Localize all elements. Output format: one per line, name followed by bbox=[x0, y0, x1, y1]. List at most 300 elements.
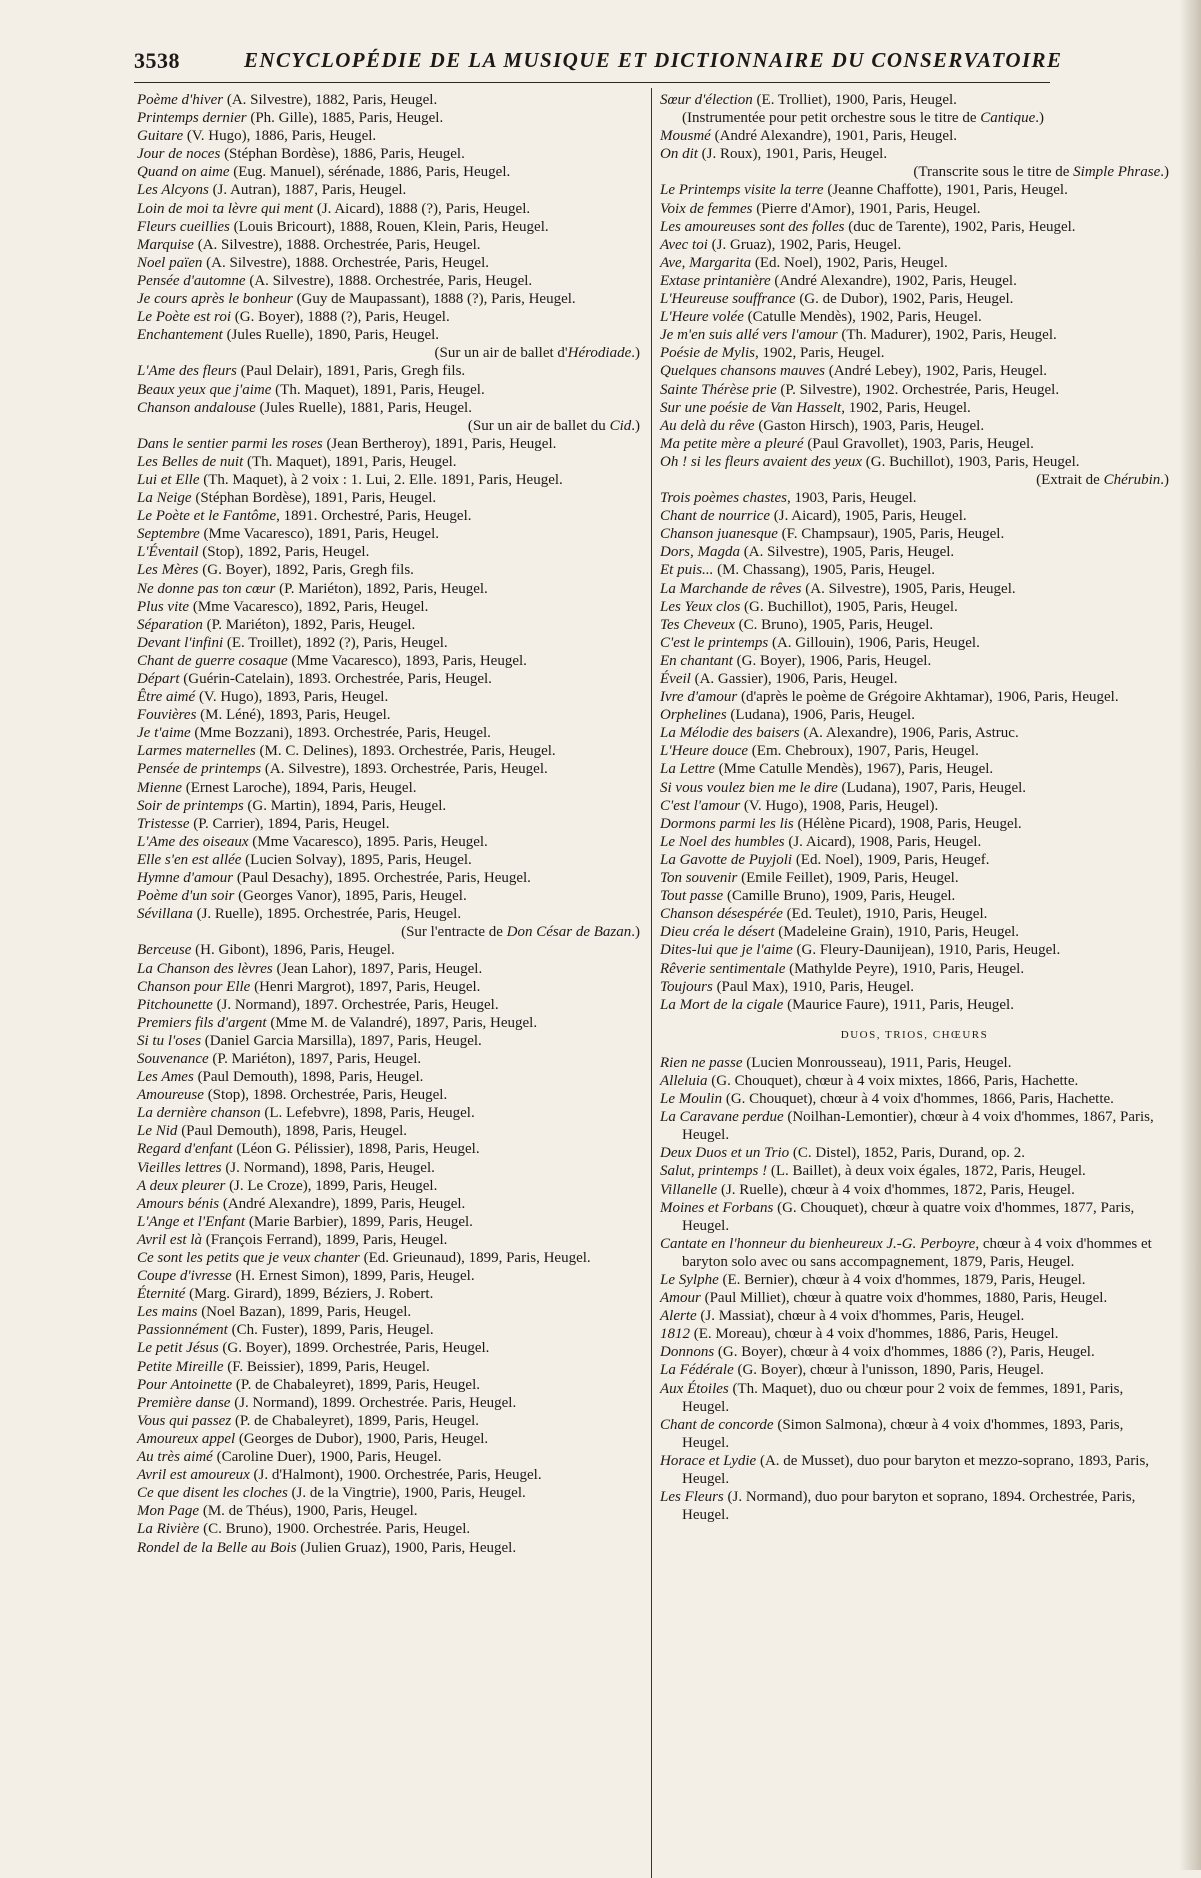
entry-title: Le petit Jésus bbox=[137, 1340, 219, 1357]
entry-details: (G. Chouquet), chœur à 4 voix d'hommes, 1866, Paris, Hachette. bbox=[722, 1091, 1114, 1108]
entry-title: Quelques chansons mauves bbox=[660, 363, 825, 380]
entry bbox=[137, 1159, 640, 1177]
entry-details: (Georges de Dubor), 1900, Paris, Heugel. bbox=[235, 1430, 489, 1447]
entry-details: (Julien Gruaz), 1900, Paris, Heugel. bbox=[296, 1539, 517, 1556]
entry bbox=[660, 598, 1169, 616]
entry-note bbox=[137, 923, 640, 941]
entry-title: Salut, printemps ! bbox=[660, 1163, 768, 1180]
entry-title: La Gavotte de Puyjoli bbox=[660, 851, 793, 868]
entry-title: Septembre bbox=[137, 526, 200, 543]
column-divider bbox=[651, 88, 652, 1878]
entry-details: (Paul Demouth), 1898, Paris, Heugel. bbox=[177, 1123, 407, 1140]
entry bbox=[660, 489, 1169, 507]
entry-details: (A. Silvestre), 1888. Orchestrée, Paris, Heugel. bbox=[245, 272, 533, 289]
entry bbox=[660, 1271, 1169, 1289]
entry-subnote-end: .) bbox=[1035, 110, 1044, 127]
entry-details: (André Lebey), 1902, Paris, Heugel. bbox=[824, 363, 1048, 380]
entry-details: (J. Autran), 1887, Paris, Heugel. bbox=[208, 182, 407, 199]
entry bbox=[137, 797, 640, 815]
page-header bbox=[134, 48, 1063, 78]
entry bbox=[660, 923, 1169, 941]
entry bbox=[137, 905, 640, 923]
entry-title: Jour de noces bbox=[137, 146, 221, 163]
entry bbox=[660, 833, 1169, 851]
entry-title: Dors, Magda bbox=[660, 544, 741, 561]
entry bbox=[660, 580, 1169, 598]
entry-details: (Paul Demouth), 1898, Paris, Heugel. bbox=[193, 1069, 424, 1086]
entry-title: Fouvières bbox=[137, 707, 197, 724]
entry-details: , 1902, Paris, Heugel. bbox=[841, 399, 971, 416]
entry-details: (G. Fleury-Daunijean), 1910, Paris, Heugel. bbox=[792, 942, 1061, 959]
entry-title: Ave, Margarita bbox=[660, 254, 752, 271]
entry-details: (V. Hugo), 1908, Paris, Heugel). bbox=[740, 797, 939, 814]
entry-details: (Ch. Fuster), 1899, Paris, Heugel. bbox=[227, 1322, 434, 1339]
entry-title: Aux Étoiles bbox=[660, 1380, 729, 1397]
entry-title: Le Sylphe bbox=[660, 1272, 719, 1288]
entry-details: (G. Boyer), chœur à l'unisson, 1890, Paris, Heugel. bbox=[733, 1362, 1044, 1379]
entry-title: Regard d'enfant bbox=[137, 1141, 233, 1158]
entry-title: La Caravane perdue bbox=[660, 1109, 784, 1126]
entry bbox=[660, 145, 1169, 163]
entry-details: (P. Carrier), 1894, Paris, Heugel. bbox=[189, 815, 390, 832]
entry bbox=[137, 1466, 640, 1484]
entry-title: Tes Cheveux bbox=[660, 616, 735, 633]
entry-details: (J. d'Halmont), 1900. Orchestrée, Paris, Heugel. bbox=[249, 1467, 542, 1484]
entry bbox=[660, 91, 1169, 127]
entry-details: (Mme M. de Valandré), 1897, Paris, Heugel. bbox=[266, 1014, 538, 1031]
entry bbox=[660, 1072, 1169, 1090]
entry bbox=[660, 724, 1169, 742]
entry-title: Sévillana bbox=[137, 906, 193, 923]
entry bbox=[660, 236, 1169, 254]
entry bbox=[137, 1520, 640, 1538]
entry-title: Si vous voulez bien me le dire bbox=[660, 779, 838, 796]
entry-details: (L. Lefebvre), 1898, Paris, Heugel. bbox=[260, 1105, 475, 1122]
entry bbox=[660, 254, 1169, 272]
entry-details: (Ed. Teulet), 1910, Paris, Heugel. bbox=[782, 906, 988, 923]
entry-details: (L. Baillet), à deux voix égales, 1872, Paris, Heugel. bbox=[767, 1163, 1086, 1180]
entry bbox=[660, 634, 1169, 652]
entry bbox=[660, 742, 1169, 760]
entry-details: (Th. Maquet), à 2 voix : 1. Lui, 2. Elle. 1891, Paris, Heugel. bbox=[199, 471, 563, 488]
scan-edge-shadow bbox=[1179, 0, 1201, 1870]
entry-details: (G. de Dubor), 1902, Paris, Heugel. bbox=[795, 291, 1014, 308]
entry-note-title: Don César de Bazan bbox=[506, 924, 632, 941]
entry-details: (Lucien Solvay), 1895, Paris, Heugel. bbox=[241, 851, 472, 868]
entry-details: (E. Troillet), 1892 (?), Paris, Heugel. bbox=[223, 634, 448, 651]
entry bbox=[660, 435, 1169, 453]
entry-details: (J. Normand), 1898, Paris, Heugel. bbox=[221, 1159, 435, 1176]
entry bbox=[137, 1086, 640, 1104]
entry-details: (Th. Madurer), 1902, Paris, Heugel. bbox=[837, 327, 1057, 344]
entry-title: Extase printanière bbox=[660, 272, 771, 289]
entry bbox=[137, 543, 640, 561]
right-column bbox=[660, 91, 1169, 1524]
entry bbox=[660, 960, 1169, 978]
entry-note bbox=[660, 471, 1169, 489]
entry-details: (Stéphan Bordèse), 1891, Paris, Heugel. bbox=[191, 490, 437, 507]
entry-title: Moines et Forbans bbox=[660, 1199, 774, 1216]
entry bbox=[660, 670, 1169, 688]
entry-title: Les Alcyons bbox=[137, 182, 209, 199]
entry bbox=[137, 779, 640, 797]
entry-details: (Guy de Maupassant), 1888 (?), Paris, Heugel. bbox=[292, 291, 576, 308]
entry-details: (C. Bruno), 1900. Orchestrée. Paris, Heugel. bbox=[199, 1521, 471, 1538]
entry-details: (Noilhan-Lemontier), chœur à 4 voix d'hommes, 1867, Paris, Heugel. bbox=[682, 1109, 1154, 1144]
entry bbox=[137, 1321, 640, 1339]
entry-details: (G. Boyer), 1906, Paris, Heugel. bbox=[732, 652, 932, 669]
entry-note bbox=[137, 417, 640, 435]
entry bbox=[660, 561, 1169, 579]
entry-title: Amours bénis bbox=[137, 1195, 220, 1212]
entry-note bbox=[660, 163, 1169, 181]
entry bbox=[137, 1358, 640, 1376]
entry bbox=[137, 1122, 640, 1140]
entry bbox=[137, 960, 640, 978]
entry bbox=[137, 91, 640, 109]
entry-title: Être aimé bbox=[137, 689, 196, 706]
entry-title: Chant de concorde bbox=[660, 1416, 774, 1433]
entry-title: Les Belles de nuit bbox=[137, 453, 244, 470]
entry-details: (Stop), 1892, Paris, Heugel. bbox=[198, 544, 370, 561]
entry bbox=[660, 127, 1169, 145]
entry bbox=[137, 706, 640, 724]
entry-title: Passionnément bbox=[137, 1322, 228, 1339]
entry-title: Hymne d'amour bbox=[137, 870, 234, 887]
entry bbox=[137, 1195, 640, 1213]
entry-title: L'Ame des fleurs bbox=[137, 363, 237, 380]
entry-details: (J. Ruelle), chœur à 4 voix d'hommes, 1872, Paris, Heugel. bbox=[717, 1181, 1075, 1198]
entry bbox=[660, 1090, 1169, 1108]
entry bbox=[660, 218, 1169, 236]
entry-details: (Th. Maquet), 1891, Paris, Heugel. bbox=[271, 381, 485, 398]
entry bbox=[137, 290, 640, 308]
entry bbox=[137, 1376, 640, 1394]
entry bbox=[660, 1162, 1169, 1180]
section-heading: DUOS, TRIOS, CHŒURS bbox=[840, 1028, 989, 1041]
entry bbox=[660, 1325, 1169, 1343]
entry bbox=[660, 362, 1169, 380]
entry-details: (Ludana), 1906, Paris, Heugel. bbox=[726, 707, 915, 724]
entry-subnote: (Instrumentée pour petit orchestre sous le titre de bbox=[682, 110, 981, 127]
entry-details: (J. Massiat), chœur à 4 voix d'hommes, Paris, Heugel. bbox=[696, 1308, 1025, 1325]
entry-details: (M. Chassang), 1905, Paris, Heugel. bbox=[713, 562, 935, 579]
entry-title: Enchantement bbox=[137, 327, 223, 344]
choirs-list bbox=[660, 1054, 1169, 1524]
entry-title: Je m'en suis allé vers l'amour bbox=[660, 327, 838, 344]
entry-title: Alerte bbox=[660, 1308, 697, 1325]
entry bbox=[137, 869, 640, 887]
entry bbox=[137, 634, 640, 652]
entry bbox=[137, 326, 640, 344]
entry bbox=[660, 616, 1169, 634]
entry bbox=[660, 815, 1169, 833]
entry-title: La Neige bbox=[137, 490, 192, 507]
entry-title: Fleurs cueillies bbox=[137, 218, 230, 235]
entry-details: (A. Silvestre), 1888. Orchestrée, Paris, Heugel. bbox=[202, 254, 489, 271]
entry-details: (André Alexandre), 1901, Paris, Heugel. bbox=[710, 128, 958, 145]
entry bbox=[137, 887, 640, 905]
entry bbox=[660, 181, 1169, 199]
entry-title: La Rivière bbox=[137, 1521, 200, 1538]
entry bbox=[660, 779, 1169, 797]
entry-title: La Fédérale bbox=[660, 1362, 734, 1379]
entry-details: (Georges Vanor), 1895, Paris, Heugel. bbox=[234, 888, 467, 905]
entry bbox=[660, 869, 1169, 887]
entry-title: Le Printemps visite la terre bbox=[660, 182, 824, 199]
entry-title: Les Ames bbox=[137, 1069, 194, 1086]
entry-details: (G. Martin), 1894, Paris, Heugel. bbox=[243, 797, 447, 814]
entry-details: (André Alexandre), 1899, Paris, Heugel. bbox=[219, 1195, 466, 1212]
entry bbox=[660, 453, 1169, 471]
entry-title: Alleluia bbox=[660, 1072, 708, 1089]
entry bbox=[137, 362, 640, 380]
entry bbox=[137, 742, 640, 760]
entry-details: (A. Gassier), 1906, Paris, Heugel. bbox=[690, 671, 898, 687]
entry-title: Mienne bbox=[137, 779, 182, 796]
entry-title: Ivre d'amour bbox=[660, 689, 738, 706]
entry bbox=[660, 344, 1169, 362]
entry bbox=[660, 308, 1169, 326]
entry-title: Dormons parmi les lis bbox=[660, 815, 794, 832]
entry bbox=[660, 797, 1169, 815]
entry bbox=[660, 760, 1169, 778]
entry bbox=[660, 507, 1169, 525]
entry-title: Sur une poésie de Van Hasselt bbox=[660, 399, 842, 416]
entry bbox=[660, 905, 1169, 923]
entry bbox=[137, 1412, 640, 1430]
entry-title: Chanson désespérée bbox=[660, 906, 783, 923]
entry-title: Beaux yeux que j'aime bbox=[137, 381, 272, 398]
entry-title: Quand on aime bbox=[137, 164, 230, 181]
entry-details: (Paul Delair), 1891, Paris, Gregh fils. bbox=[236, 363, 466, 380]
entry-details: , 1903, Paris, Heugel. bbox=[786, 490, 917, 507]
entry-details: (Camille Bruno), 1909, Paris, Heugel. bbox=[723, 888, 956, 905]
entry-details: (François Ferrand), 1899, Paris, Heugel. bbox=[202, 1231, 448, 1248]
entry-title: Départ bbox=[137, 671, 180, 687]
entry-note-end: .) bbox=[1160, 471, 1169, 488]
entry-title: Noel païen bbox=[137, 254, 203, 271]
entry-subnote-title: Cantique bbox=[980, 110, 1036, 127]
entry-title: Pensée de printemps bbox=[137, 761, 262, 778]
entry bbox=[137, 561, 640, 579]
entry-title: Ce que disent les cloches bbox=[137, 1485, 288, 1502]
entry-title: Rondel de la Belle au Bois bbox=[137, 1539, 297, 1556]
entry bbox=[137, 308, 640, 326]
entry bbox=[137, 1394, 640, 1412]
entry bbox=[137, 127, 640, 145]
entry bbox=[137, 1285, 640, 1303]
entry-title: Amour bbox=[660, 1290, 701, 1307]
entry bbox=[137, 381, 640, 399]
entry bbox=[660, 941, 1169, 959]
entry bbox=[660, 381, 1169, 399]
entry bbox=[660, 1235, 1169, 1271]
entry bbox=[137, 163, 640, 181]
entry-details: (Em. Chebroux), 1907, Paris, Heugel. bbox=[748, 743, 979, 760]
entry-details: (Ph. Gille), 1885, Paris, Heugel. bbox=[246, 110, 444, 127]
page-number: 3538 bbox=[134, 48, 180, 73]
entry-details: (Eug. Manuel), sérénade, 1886, Paris, Heugel. bbox=[229, 164, 511, 181]
entry-title: Donnons bbox=[660, 1344, 715, 1361]
entry-title: La Lettre bbox=[660, 761, 715, 778]
entry-details: (Th. Maquet), 1891, Paris, Heugel. bbox=[243, 453, 457, 470]
entry bbox=[137, 996, 640, 1014]
entry-details: (Paul Max), 1910, Paris, Heugel. bbox=[712, 978, 915, 995]
entry bbox=[660, 688, 1169, 706]
entry-details: (J. Normand), 1899. Orchestrée. Paris, Heugel. bbox=[230, 1394, 517, 1411]
entry-details: (Gaston Hirsch), 1903, Paris, Heugel. bbox=[754, 417, 985, 434]
entry bbox=[137, 236, 640, 254]
entry-title: Mousmé bbox=[660, 128, 711, 145]
entry-title: Horace et Lydie bbox=[660, 1452, 757, 1469]
entry-title: Poème d'un soir bbox=[137, 888, 235, 905]
entry-details: (Mme Vacaresco), 1893, Paris, Heugel. bbox=[287, 652, 527, 669]
entry-details: (Mathylde Peyre), 1910, Paris, Heugel. bbox=[785, 960, 1025, 977]
entry bbox=[660, 1144, 1169, 1162]
entry bbox=[660, 1289, 1169, 1307]
entry-details: (A. Silvestre), 1888. Orchestrée, Paris, Heugel. bbox=[193, 236, 481, 253]
entry-details: (E. Moreau), chœur à 4 voix d'hommes, 1886, Paris, Heugel. bbox=[690, 1326, 1059, 1343]
entry-details: (J. Gruaz), 1902, Paris, Heugel. bbox=[707, 236, 902, 253]
entry-title: Le Moulin bbox=[660, 1091, 723, 1108]
entry-details: (P. Mariéton), 1892, Paris, Heugel. bbox=[202, 616, 416, 633]
entry-title: La dernière chanson bbox=[137, 1105, 261, 1122]
entry-details: (H. Gibont), 1896, Paris, Heugel. bbox=[191, 942, 395, 959]
entry bbox=[137, 1177, 640, 1195]
entry-details: (Paul Gravollet), 1903, Paris, Heugel. bbox=[803, 435, 1034, 452]
entry bbox=[137, 489, 640, 507]
entry bbox=[137, 1014, 640, 1032]
entry bbox=[137, 1484, 640, 1502]
entry bbox=[137, 272, 640, 290]
entry-details: (V. Hugo), 1886, Paris, Heugel. bbox=[183, 128, 377, 145]
entry bbox=[660, 887, 1169, 905]
running-title: ENCYCLOPÉDIE DE LA MUSIQUE ET DICTIONNAIRE DU CONSERVATOIRE bbox=[244, 48, 1063, 72]
entry-title: Rien ne passe bbox=[660, 1054, 743, 1071]
left-column bbox=[137, 91, 640, 1557]
entry bbox=[137, 254, 640, 272]
entry-title: L'Heure volée bbox=[660, 309, 744, 326]
entry-details: (E. Trolliet), 1900, Paris, Heugel. bbox=[752, 92, 957, 108]
entry bbox=[137, 1339, 640, 1357]
entry-title: Amoureuse bbox=[137, 1087, 204, 1104]
entry-title: Berceuse bbox=[137, 942, 192, 959]
entry-title: Pour Antoinette bbox=[137, 1376, 233, 1393]
entry-title: Éternité bbox=[137, 1286, 186, 1303]
entry-note bbox=[137, 344, 640, 362]
entry-details: (André Alexandre), 1902, Paris, Heugel. bbox=[770, 272, 1017, 289]
entry-title: Marquise bbox=[137, 236, 194, 253]
entry-title: Le Nid bbox=[137, 1123, 178, 1140]
entry-details: (J. Aicard), 1888 (?), Paris, Heugel. bbox=[313, 200, 531, 217]
entry-title: C'est l'amour bbox=[660, 797, 741, 814]
entry-details: (A. de Musset), duo pour baryton et mezzo-soprano, 1893, Paris, Heugel. bbox=[682, 1452, 1150, 1488]
entry-title: Devant l'infini bbox=[137, 634, 224, 651]
entry-title: Ne donne pas ton cœur bbox=[137, 580, 276, 597]
entry-details: (duc de Tarente), 1902, Paris, Heugel. bbox=[844, 218, 1076, 235]
entry-details: (Madeleine Grain), 1910, Paris, Heugel. bbox=[774, 924, 1020, 941]
entry-title: Les Mères bbox=[137, 562, 199, 579]
entry-details: (Henri Margrot), 1897, Paris, Heugel. bbox=[250, 978, 481, 995]
entry-title: Si tu l'oses bbox=[137, 1032, 202, 1049]
entry-title: Elle s'en est allée bbox=[137, 851, 242, 868]
entry-details: (G. Boyer), 1899. Orchestrée, Paris, Heugel. bbox=[218, 1340, 490, 1357]
entry-title: L'Heure douce bbox=[660, 743, 749, 760]
entry-details: (J. Normand), 1897. Orchestrée, Paris, Heugel. bbox=[212, 996, 499, 1013]
entry-details: (Maurice Faure), 1911, Paris, Heugel. bbox=[783, 996, 1014, 1013]
entry-title: Le Noel des humbles bbox=[660, 833, 785, 850]
entry bbox=[660, 706, 1169, 724]
entry-title: Première danse bbox=[137, 1394, 231, 1411]
entry-title: La Mélodie des baisers bbox=[660, 725, 800, 742]
entry-title: L'Heureuse souffrance bbox=[660, 291, 796, 308]
entry-details: (J. Ruelle), 1895. Orchestrée, Paris, Heugel. bbox=[192, 906, 462, 923]
entry bbox=[137, 218, 640, 236]
entry-title: Plus vite bbox=[137, 598, 190, 615]
entry-details: (Noel Bazan), 1899, Paris, Heugel. bbox=[197, 1304, 412, 1321]
entry-title: Vieilles lettres bbox=[137, 1159, 222, 1176]
entry-details: (P. Mariéton), 1897, Paris, Heugel. bbox=[208, 1050, 422, 1067]
entry bbox=[137, 1140, 640, 1158]
entry-details: , 1902, Paris, Heugel. bbox=[754, 345, 885, 362]
entry-details: (G. Buchillot), 1903, Paris, Heugel. bbox=[862, 453, 1080, 470]
entry-details: (Ed. Noel), 1902, Paris, Heugel. bbox=[751, 254, 948, 271]
entry-details: (Guérin-Catelain), 1893. Orchestrée, Paris, Heugel. bbox=[179, 671, 492, 687]
entry bbox=[660, 1452, 1169, 1488]
entry-note-title: Simple Phrase bbox=[1073, 164, 1161, 181]
entry bbox=[137, 1448, 640, 1466]
entry-details: (M. Léné), 1893, Paris, Heugel. bbox=[196, 707, 391, 724]
entry-details: (Emile Feillet), 1909, Paris, Heugel. bbox=[737, 870, 959, 887]
entry-title: Pitchounette bbox=[137, 996, 213, 1013]
entry bbox=[137, 670, 640, 688]
entry-details: (M. de Théus), 1900, Paris, Heugel. bbox=[199, 1503, 418, 1520]
entry-details: (Pierre d'Amor), 1901, Paris, Heugel. bbox=[752, 200, 981, 217]
entry-title: Deux Duos et un Trio bbox=[660, 1145, 790, 1162]
entry-details: (Hélène Picard), 1908, Paris, Heugel. bbox=[793, 815, 1022, 832]
entry-title: Le Poète et le Fantôme bbox=[137, 508, 277, 525]
entry-details: (Marg. Girard), 1899, Béziers, J. Robert. bbox=[185, 1286, 434, 1303]
entry bbox=[137, 724, 640, 742]
entry-details: (Daniel Garcia Marsilla), 1897, Paris, Heugel. bbox=[201, 1032, 482, 1049]
entry-title: Trois poèmes chastes bbox=[660, 490, 787, 507]
entry-details: (C. Distel), 1852, Paris, Durand, op. 2. bbox=[789, 1145, 1025, 1162]
entry bbox=[137, 1303, 640, 1321]
entry bbox=[137, 1249, 640, 1267]
entry bbox=[137, 760, 640, 778]
entry-details: (Mme Catulle Mendès), 1967), Paris, Heugel. bbox=[714, 761, 994, 778]
entry bbox=[137, 145, 640, 163]
entry bbox=[660, 200, 1169, 218]
entry-details: (Jules Ruelle), 1890, Paris, Heugel. bbox=[222, 327, 440, 344]
entry-details: (G. Chouquet), chœur à quatre voix d'hommes, 1877, Paris, Heugel. bbox=[682, 1199, 1135, 1234]
entry-details: (Catulle Mendès), 1902, Paris, Heugel. bbox=[743, 309, 982, 326]
entry bbox=[137, 941, 640, 959]
entry-details: (P. Mariéton), 1892, Paris, Heugel. bbox=[275, 580, 488, 597]
entry bbox=[137, 1502, 640, 1520]
entry-title: Au très aimé bbox=[137, 1449, 213, 1466]
entry-details: (F. Champsaur), 1905, Paris, Heugel. bbox=[777, 526, 1005, 543]
entry-title: On dit bbox=[660, 146, 698, 163]
entry-title: Sainte Thérèse prie bbox=[660, 381, 777, 398]
entry bbox=[660, 996, 1169, 1014]
entry-details: (Marie Barbier), 1899, Paris, Heugel. bbox=[245, 1213, 473, 1230]
entry-title: Poème d'hiver bbox=[137, 92, 224, 108]
entry-title: Poésie de Mylis bbox=[660, 345, 755, 362]
entry-details: (G. Buchillot), 1905, Paris, Heugel. bbox=[740, 598, 958, 615]
entry-title: Ce sont les petits que je veux chanter bbox=[137, 1250, 360, 1266]
